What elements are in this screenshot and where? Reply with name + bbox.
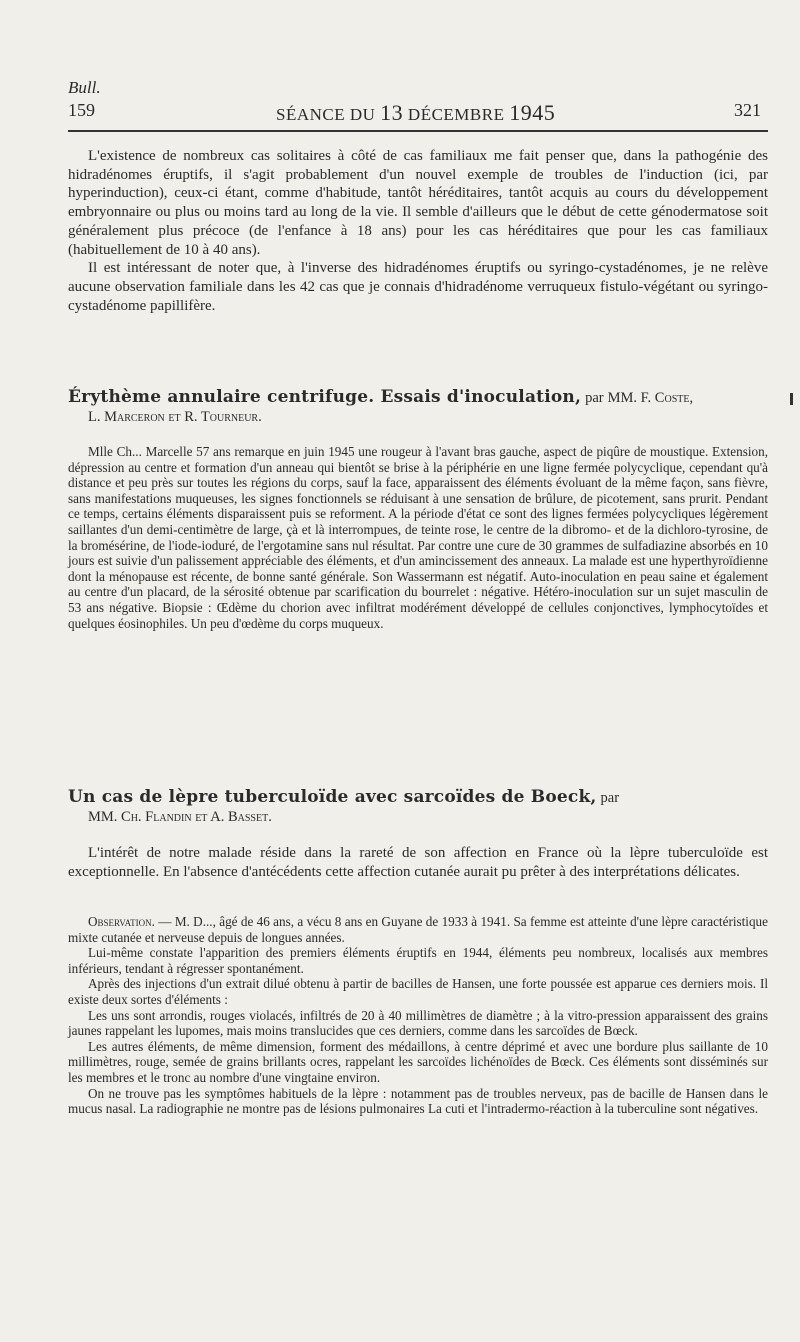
observation-paragraph-5: Les autres éléments, de même dimension, forment des médaillons, à centre déprimé et avec une bordure plus saillante de 10 millimètres, rouge, semée de grains brillants ocres, rappelant les sarcoïdes lichénoïdes de Bœck. Ces éléments sont disséminés sur les membres et le tronc au nombre d'une vingtaine environ. [68, 1038, 768, 1085]
article-1-title: Érythème annulaire centrifuge. Essais d'inoculation, [68, 387, 582, 407]
observation-paragraph-4: Les uns sont arrondis, rouges violacés, infiltrés de 20 à 40 millimètres de diamètre ; à la vitro-pression apparaissent des grains jaunes rappelant les lupomes, mais moins translucides que ces derniers, comme dans les sarcoïdes de Bœck. [68, 1007, 768, 1039]
article-2-intro-paragraph: L'intérêt de notre malade réside dans la rareté de son affection en France où la lèpre tuberculoïde est exceptionnelle. En l'absence d'antécédents cette affection cutanée aurait pu prêter à des interprétations délicates. [68, 845, 768, 880]
observation-section [68, 914, 768, 1117]
article-2-intro [68, 844, 768, 881]
article-1-authors-line-1: MM. F. Coste, [607, 390, 694, 406]
observation-paragraph-2: Lui-même constate l'apparition des premiers éléments éruptifs en 1944, éléments peu nombreux, localisés aux membres inférieurs, tendant à régresser spontanément. [68, 945, 768, 976]
observation-label: Observation. [88, 914, 155, 929]
folio-number: 159 [68, 100, 95, 120]
article-1-body [68, 444, 768, 631]
observation-paragraph-1 [68, 914, 768, 945]
article-1-paragraph: Mlle Ch... Marcelle 57 ans remarque en juin 1945 une rougeur à l'avant bras gauche, aspect de piqûre de moustique. Extension, dépression au centre et formation d'un anneau qui bientôt se brise à la périphérie en une ligne fermée polycyclique, cependant qu'à distance et peu près sur toutes les régions du corps, sauf la face, apparaissent des éléments évoluant de la même façon, sans fièvre, sans manifestations muqueuses, les signes fonctionnels se réduisant à une sensation de brûlure, de picotement, sans prurit. Pendant ce temps, certains éléments disparaissent puis se reforment. A la période d'état ce sont des lignes fermées polycycliques légèrement saillantes d'un demi-centimètre de large, çà et là interrompues, de teinte rose, le centre de la dibromo- et de la dichloro-tyrosine, de la bromésérine, de l'iode-ioduré, de l'ergotamine sans nul résultat. Par contre une cure de 30 grammes de sulfadiazine absorbés en 10 jours est suivie d'un palissement appréciable des éléments, et d'un amincissement des anneaux. La malade est une hyperthyroïdienne dont la ménopause est récente, de bonne santé générale. Son Wassermann est négatif. Auto-inoculation en peau saine et également au centre d'un placard, de la sérosité obtenue par scarification du bourrelet : négative. Hétéro-inoculation sur un sujet masculin de 53 ans négative. Biopsie : Œdème du chorion avec infiltrat modérément développé de cellules conjonctives, lymphocytoïdes et quelques éosinophiles. Un peu d'œdème du corps muqueux. [68, 444, 768, 631]
observation-paragraph-6: On ne trouve pas les symptômes habituels de la lèpre : notamment pas de troubles nerveux, pas de bacille de Hansen dans le mucus nasal. La radiographie ne montre pas de lésions pulmonaires La cuti et l'intradermo-réaction à la tuberculine sont négatives. [68, 1085, 768, 1117]
observation-paragraph-3: Après des injections d'un extrait dilué obtenu à partir de bacilles de Hansen, une forte poussée est apparue ces derniers mois. Il existe deux sortes d'éléments : [68, 976, 768, 1007]
running-head-year: 1945 [509, 100, 556, 125]
running-head-month: DÉCEMBRE [407, 105, 505, 124]
running-head-prefix: SÉANCE DU [276, 105, 376, 124]
article-1-par: par [585, 390, 604, 406]
running-head [276, 100, 555, 126]
intro-paragraph-1: L'existence de nombreux cas solitaires à côté de cas familiaux me fait penser que, dans la pathogénie des hidradénomes éruptifs, il s'agit probablement d'un nouvel exemple de troubles de l'induction (ici, par hyperinduction), ceux-ci étant, comme d'habitude, tantôt héréditaires, tantôt acquis au cours du développement embryonnaire ou plus ou moins tard au long de la vie. Il semble d'ailleurs que le début de cette génodermatose soit généralement plus précoce (de l'enfance à 18 ans) pour les cas héréditaires que pour les cas familiaux (habituellement de 10 à 40 ans). [68, 148, 768, 258]
journal-abbrev: Bull. [68, 78, 101, 97]
article-2-title: Un cas de lèpre tuberculoïde avec sarcoïdes de Boeck, [68, 787, 597, 807]
article-1-authors-line-2: L. Marceron et R. Tourneur. [88, 409, 262, 425]
margin-mark [790, 393, 793, 405]
article-2-authors: MM. Ch. Flandin et A. Basset. [88, 809, 272, 825]
article-2-heading [68, 787, 768, 826]
running-head-day: 13 [380, 100, 404, 125]
observation-text-1: — M. D..., âgé de 46 ans, a vécu 8 ans en Guyane de 1933 à 1941. Sa femme est atteinte d'une lèpre caractéristique mixte cutanée et nerveuse depuis de longues années. [68, 914, 768, 945]
header-rule [68, 130, 768, 132]
article-1-heading [68, 387, 768, 426]
article-2-par: par [600, 790, 620, 806]
page-number: 321 [734, 100, 761, 120]
intro-section [68, 147, 768, 315]
intro-paragraph-2: Il est intéressant de noter que, à l'inverse des hidradénomes éruptifs ou syringo-cystadénomes, je ne relève aucune observation familiale dans les 42 cas que je connais d'hidradénome verruqueux fistulo-végétant ou syringo-cystadénome papillifère. [68, 260, 768, 314]
